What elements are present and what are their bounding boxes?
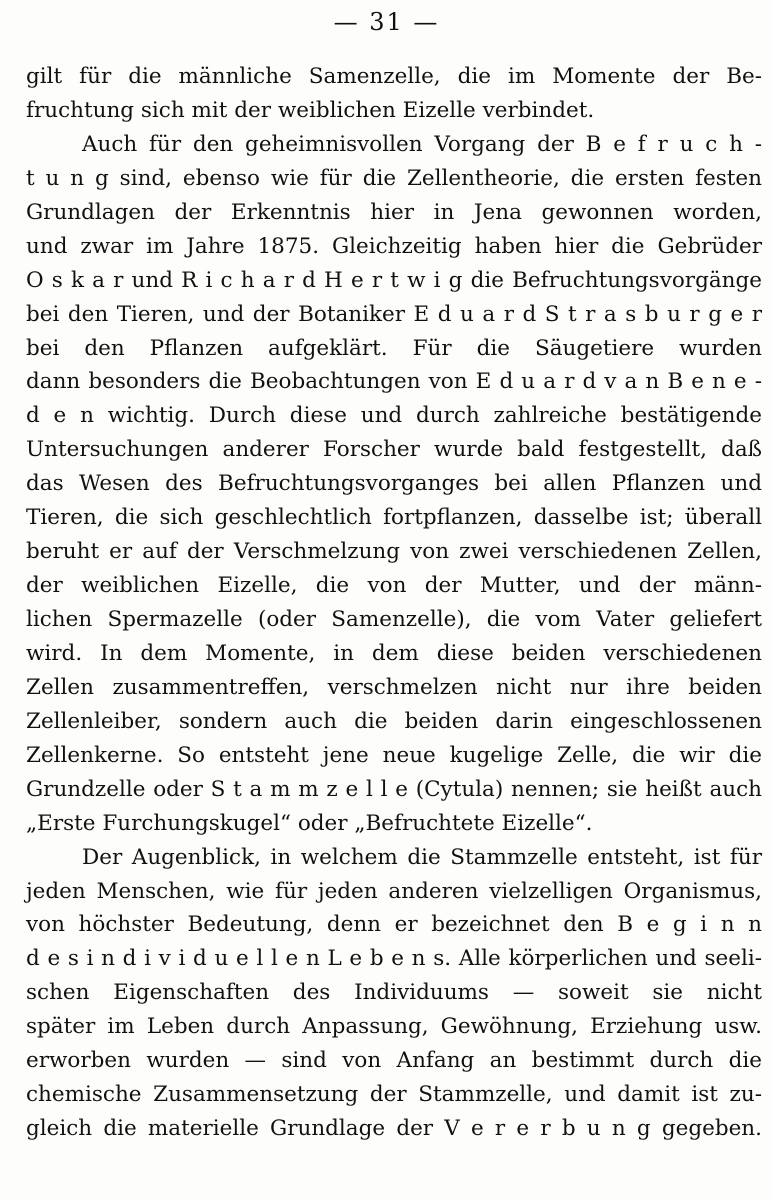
text-line: dann besonders die Beobachtungen von E d u a r d v a n B e n e - [26, 369, 762, 395]
text-line: Zellenkerne. So entsteht jene neue kugelige Zelle, die wir die [26, 742, 762, 768]
text-line: jeden Menschen, wie für jeden anderen vielzelligen Organismus, [26, 878, 762, 904]
text-line: gleich die materielle Grundlage der V e r e r b u n g gegeben. [26, 1116, 762, 1142]
text-line: Zellen zusammentreffen, verschmelzen nicht nur ihre beiden [26, 674, 762, 700]
text-line: beruht er auf der Verschmelzung von zwei verschiedenen Zellen, [26, 539, 762, 565]
text-line: Der Augenblick, in welchem die Stammzelle entsteht, ist für [82, 844, 762, 870]
text-line: das Wesen des Befruchtungsvorganges bei allen Pflanzen und [26, 471, 762, 497]
text-line: Grundlagen der Erkenntnis hier in Jena gewonnen worden, [26, 199, 762, 225]
text-line: bei den Tieren, und der Botaniker E d u a r d S t r a s b u r g e r [26, 301, 762, 327]
text-line: schen Eigenschaften des Individuums — soweit sie nicht [26, 980, 762, 1006]
text-line: O s k a r und R i c h a r d H e r t w i g die Befruchtungsvorgänge [26, 267, 762, 293]
body-text [26, 60, 762, 1146]
text-line: Untersuchungen anderer Forscher wurde bald festgestellt, daß [26, 437, 762, 463]
text-line: d e s i n d i v i d u e l l e n L e b e n s. Alle körperlichen und seeli- [26, 946, 762, 972]
text-line: wird. In dem Momente, in dem diese beiden verschiedenen [26, 640, 762, 666]
text-line: fruchtung sich mit der weiblichen Eizelle verbindet. [26, 97, 595, 123]
text-line: der weiblichen Eizelle, die von der Mutter, und der männ- [26, 573, 762, 599]
text-line: Tieren, die sich geschlechtlich fortpflanzen, dasselbe ist; überall [26, 505, 762, 531]
text-line: bei den Pflanzen aufgeklärt. Für die Säugetiere wurden [26, 335, 762, 361]
text-line: „Erste Furchungskugel“ oder „Befruchtete Eizelle“. [26, 810, 593, 836]
text-line: gilt für die männliche Samenzelle, die im Momente der Be- [26, 64, 762, 89]
text-line: chemische Zusammensetzung der Stammzelle, und damit ist zu- [26, 1082, 762, 1108]
text-line: von höchster Bedeutung, denn er bezeichnet den B e g i n n [26, 912, 762, 938]
text-line: erworben wurden — sind von Anfang an bestimmt durch die [26, 1048, 762, 1074]
text-line: und zwar im Jahre 1875. Gleichzeitig haben hier die Gebrüder [26, 233, 762, 259]
page-number: — 31 — [333, 8, 440, 36]
text-line: später im Leben durch Anpassung, Gewöhnung, Erziehung usw. [26, 1014, 762, 1040]
text-line: lichen Spermazelle (oder Samenzelle), die vom Vater geliefert [26, 607, 762, 632]
text-line: Zellenleiber, sondern auch die beiden darin eingeschlossenen [26, 708, 762, 734]
text-line: d e n wichtig. Durch diese und durch zahlreiche bestätigende [26, 403, 762, 429]
text-line: Auch für den geheimnisvollen Vorgang der B e f r u c h - [82, 131, 762, 157]
text-line: t u n g sind, ebenso wie für die Zellentheorie, die ersten festen [26, 165, 762, 191]
text-line: Grundzelle oder S t a m m z e l l e (Cytula) nennen; sie heißt auch [26, 776, 762, 802]
